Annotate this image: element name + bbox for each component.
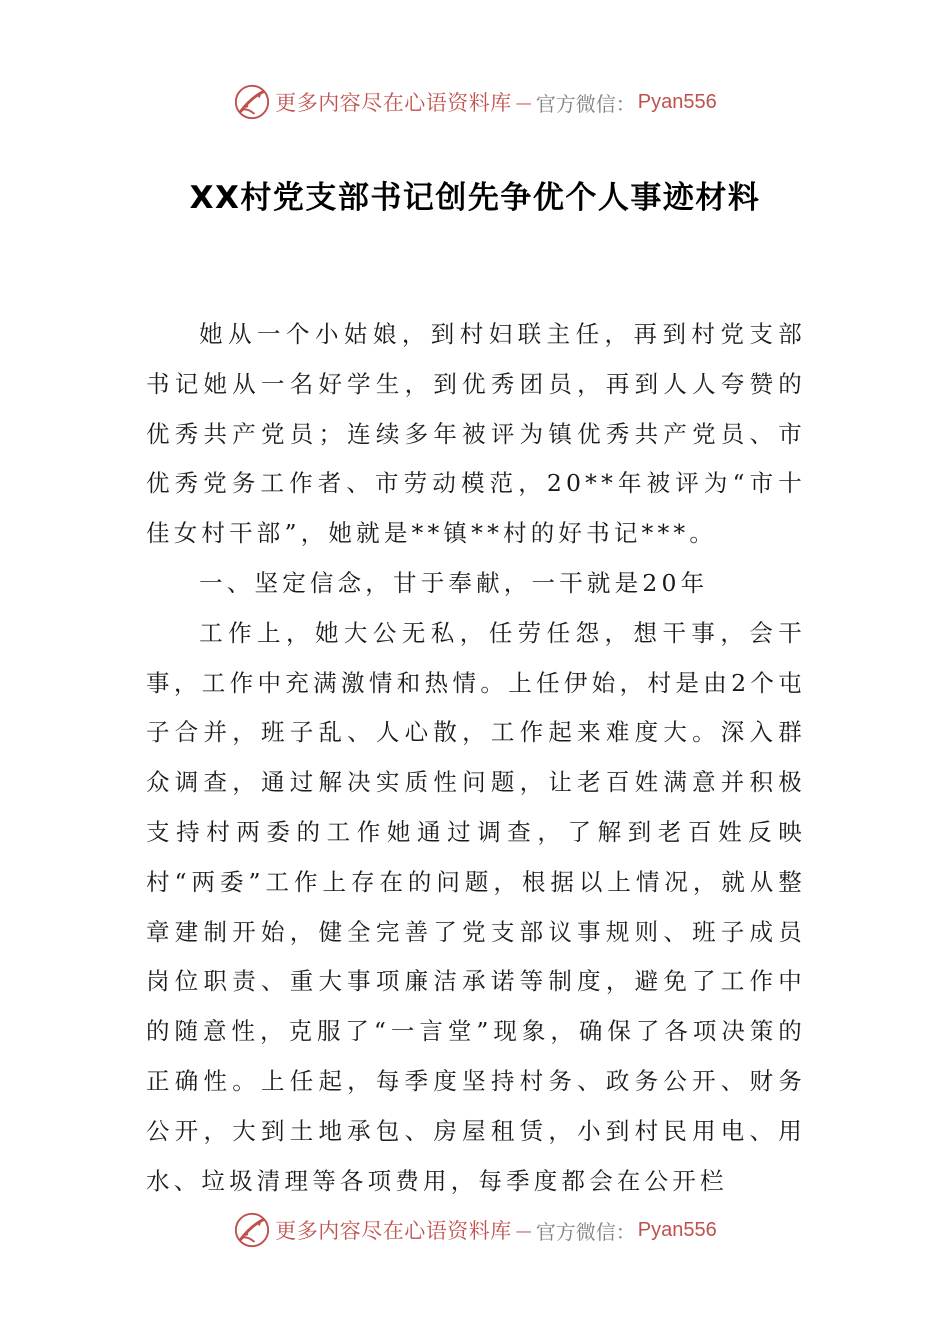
banner-wechat-label: 官方微信： [535, 1219, 636, 1244]
banner-dash: — [515, 92, 532, 112]
paragraph-work: 工作上，她大公无私，任劳任怨，想干事，会干事，工作中充满激情和热情。上任伊始，村是由2个屯子合并，班子乱、人心散，工作起来难度大。深入群众调查，通过解决实质性问题，让老百姓满意并积极支持村两委的工作她通过调查，了解到老百姓反映村“两委”工作上存在的问题，根据以上情况，就从整章建制开始，健全完善了党支部议事规则、班子成员岗位职责、重大事项廉洁承诺等制度，避免了工作中的随意性，克服了“一言堂”现象，确保了各项决策的正确性。上任起，每季度坚持村务、政务公开、财务公开，大到土地承包、房屋租赁，小到村民用电、用水、垃圾清理等各项费用，每季度都会在公开栏 [146, 618, 806, 1195]
pen-nib-logo-icon [233, 83, 271, 121]
pen-nib-logo-icon [233, 1211, 271, 1249]
banner-wechat-label: 官方微信： [535, 91, 636, 116]
section-heading-1: 一、坚定信念，甘于奉献，一干就是20年 [199, 568, 709, 597]
footer-watermark-banner [0, 1208, 950, 1252]
document-title: XX村党支部书记创先争优个人事迹材料 [189, 180, 761, 216]
banner-wechat-id: Pyan556 [637, 90, 717, 113]
banner-slogan: 更多内容尽在心语资料库 [275, 91, 512, 115]
banner-dash: — [515, 1220, 532, 1240]
header-watermark-banner [0, 80, 950, 124]
document-body [146, 310, 806, 1206]
banner-slogan: 更多内容尽在心语资料库 [275, 1219, 512, 1243]
paragraph-intro: 她从一个小姑娘，到村妇联主任，再到村党支部书记她从一名好学生，到优秀团员，再到人人夸赞的优秀共产党员；连续多年被评为镇优秀共产党员、市优秀党务工作者、市劳动模范，20**年被评为“市十佳女村干部”，她就是**镇**村的好书记***。 [146, 320, 806, 548]
banner-wechat-id: Pyan556 [637, 1218, 717, 1241]
